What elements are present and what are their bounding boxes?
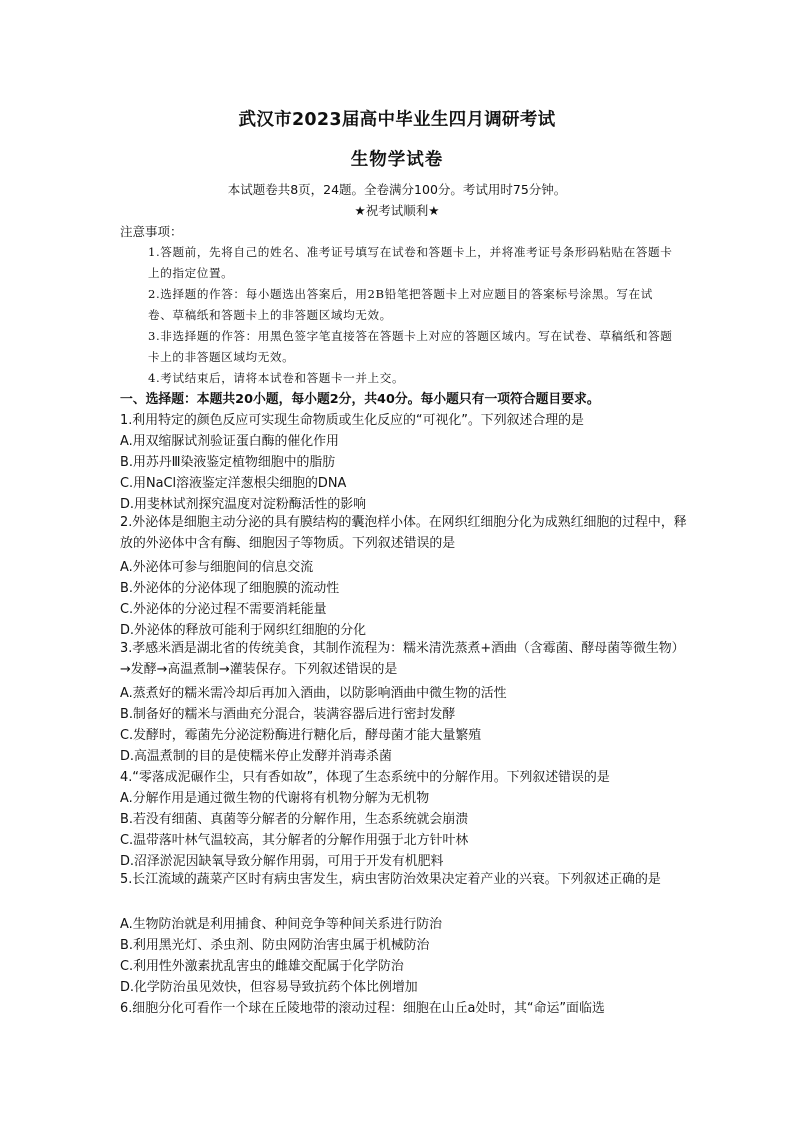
question-1-option-d: D.用斐林试剂探究温度对淀粉酶活性的影响 [120, 497, 367, 512]
question-1-stem: 1.利用特定的颜色反应可实现生命物质或生化反应的“可视化”。下列叙述合理的是 [120, 413, 584, 428]
question-3-option-d: D.高温煮制的目的是使糯米停止发酵并消毒杀菌 [120, 749, 392, 764]
exam-subtitle: 生物学试卷 [350, 150, 444, 170]
question-5-option-d: D.化学防治虽见效快，但容易导致抗药个体比例增加 [120, 980, 418, 995]
notice-item-3: 3.非选择题的作答：用黑色签字笔直接答在答题卡上对应的答题区域内。写在试卷、草稿纸和答题卡上的非答题区域均无效。 [148, 329, 673, 364]
question-2-stem: 2.外泌体是细胞主动分泌的具有膜结构的囊泡样小体。在网织红细胞分化为成熟红细胞的过程中，释放的外泌体中含有酶、细胞因子等物质。下列叙述错误的是 [120, 515, 687, 551]
exam-wish: ★祝考试顺利★ [354, 203, 440, 218]
question-5-option-c: C.利用性外激素扰乱害虫的雌雄交配属于化学防治 [120, 959, 404, 974]
question-2-option-d: D.外泌体的释放可能利于网织红细胞的分化 [120, 623, 367, 638]
notice-item-1: 1.答题前，先将自己的姓名、准考证号填写在试卷和答题卡上，并将准考证号条形码粘贴在答题卡上的指定位置。 [148, 245, 673, 280]
question-2-option-b: B.外泌体的分泌体现了细胞膜的流动性 [120, 581, 340, 596]
question-3-option-a: A.蒸煮好的糯米需冷却后再加入酒曲，以防影响酒曲中微生物的活性 [120, 686, 507, 701]
question-4-option-c: C.温带落叶林气温较高，其分解者的分解作用强于北方针叶林 [120, 833, 469, 848]
exam-info: 本试题卷共8页，24题。全卷满分100分。考试用时75分钟。 [227, 182, 567, 197]
question-3-stem: 3.孝感米酒是湖北省的传统美食，其制作流程为：糯米清洗蒸煮+酒曲（含霉菌、酵母菌等微生物）→发酵→高温煮制→灌装保存。下列叙述错误的是 [120, 641, 685, 677]
question-3-option-c: C.发酵时，霉菌先分泌淀粉酶进行糖化后，酵母菌才能大量繁殖 [120, 728, 482, 743]
question-3-option-b: B.制备好的糯米与酒曲充分混合，装满容器后进行密封发酵 [120, 707, 456, 722]
notice-item-2: 2.选择题的作答：每小题选出答案后，用2B铅笔把答题卡上对应题目的答案标号涂黑。写在试卷、草稿纸和答题卡上的非答题区域均无效。 [148, 287, 653, 322]
question-1-option-b: B.用苏丹Ⅲ染液鉴定植物细胞中的脂肪 [120, 455, 336, 470]
exam-title: 武汉市2023届高中毕业生四月调研考试 [238, 110, 556, 130]
question-2-option-a: A.外泌体可参与细胞间的信息交流 [120, 560, 314, 575]
question-5-stem: 5.长江流域的蔬菜产区时有病虫害发生，病虫害防治效果决定着产业的兴衰。下列叙述正确的是 [120, 872, 661, 887]
question-4-option-b: B.若没有细菌、真菌等分解者的分解作用，生态系统就会崩溃 [120, 812, 469, 827]
question-1-option-a: A.用双缩脲试剂验证蛋白酶的催化作用 [120, 434, 339, 449]
notice-item-4: 4.考试结束后，请将本试卷和答题卡一并上交。 [148, 371, 405, 385]
notice-heading: 注意事项： [120, 224, 183, 239]
question-5-option-a: A.生物防治就是利用捕食、种间竞争等种间关系进行防治 [120, 917, 443, 932]
question-4-option-a: A.分解作用是通过微生物的代谢将有机物分解为无机物 [120, 791, 430, 806]
question-1-option-c: C.用NaCl溶液鉴定洋葱根尖细胞的DNA [120, 476, 347, 491]
question-2-option-c: C.外泌体的分泌过程不需要消耗能量 [120, 602, 327, 617]
question-4-option-d: D.沼泽淤泥因缺氧导致分解作用弱，可用于开发有机肥料 [120, 854, 444, 869]
question-6-stem: 6.细胞分化可看作一个球在丘陵地带的滚动过程：细胞在山丘a处时，其“命运”面临选 [120, 1001, 605, 1016]
section-heading: 一、选择题：本题共20小题，每小题2分，共40分。每小题只有一项符合题目要求。 [120, 392, 600, 407]
question-5-option-b: B.利用黑光灯、杀虫剂、防虫网防治害虫属于机械防治 [120, 938, 430, 953]
question-4-stem: 4.“零落成泥碾作尘，只有香如故”，体现了生态系统中的分解作用。下列叙述错误的是 [120, 770, 610, 785]
